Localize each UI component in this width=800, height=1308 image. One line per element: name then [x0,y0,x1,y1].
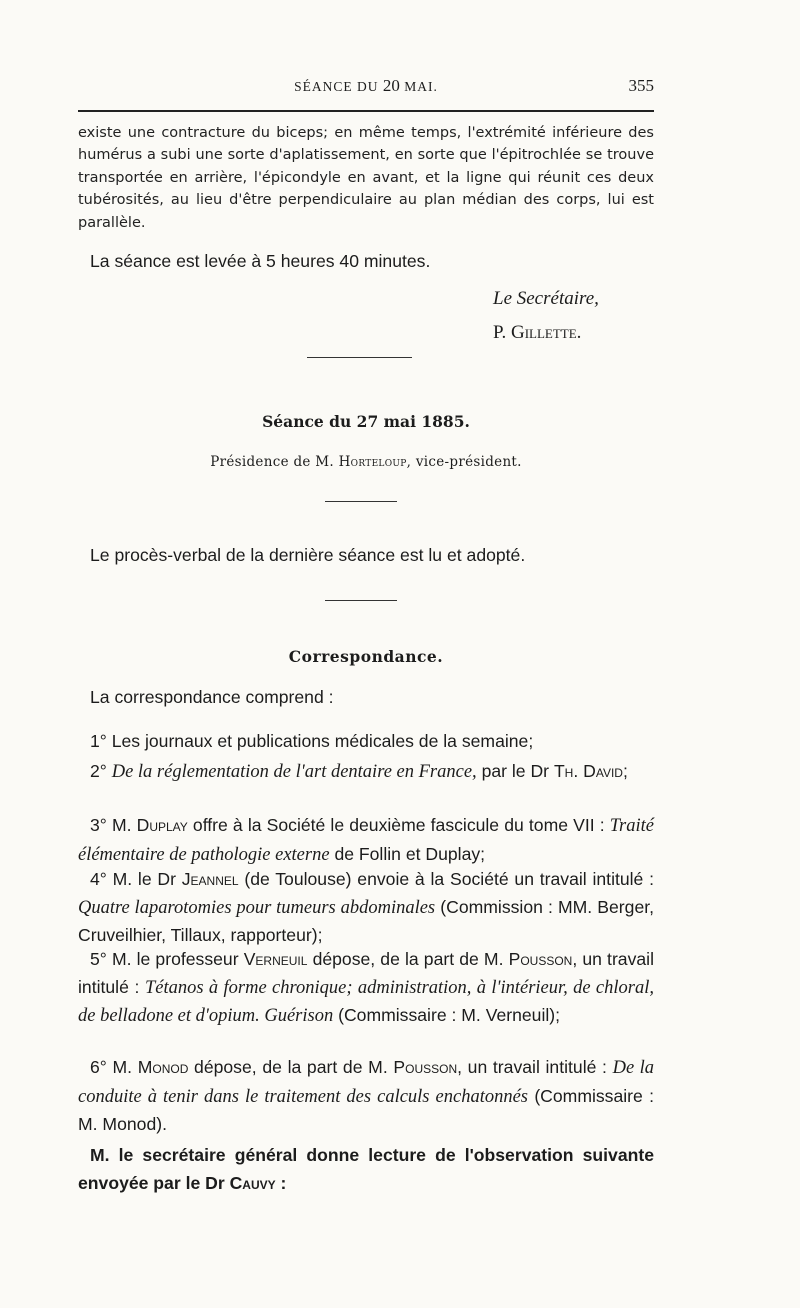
running-title: SÉANCE DU 20 MAI. [294,76,438,95]
running-head [78,76,654,100]
correspondance-title: Correspondance. [288,647,444,666]
seance-title: Séance du 27 mai 1885. [262,412,470,431]
correspondance-item-3: 3° M. Duplay offre à la Société le deuxième fascicule du tome VII : Traité élémentaire de pathologie externe de Follin et Duplay; [78,815,654,865]
section-divider [325,501,397,502]
page-number: 355 [628,76,654,95]
secretary-signature: P. Gillette. [493,322,582,343]
continuation-paragraph: existe une contracture du biceps; en même temps, l'extrémité inférieure des humérus a subi une sorte d'aplatissement, en sorte que l'épitrochlée se trouve transportée en arrière, l'épicondyle en avant, et la ligne qui réunit ces deux tubérosités, au lieu d'être perpendiculaire au plan médian des corps, lui est parallèle. [78,125,654,231]
correspondance-item-1: 1° Les journaux et publications médicales de la semaine; [90,731,534,751]
correspondance-intro: La correspondance comprend : [90,687,334,707]
correspondance-item-6: 6° M. Monod dépose, de la part de M. Pousson, un travail intitulé : De la conduite à tenir dans le traitement des calculs enchatonnés (Commissaire : M. Monod). [78,1057,654,1135]
correspondance-item-5: 5° M. le professeur Verneuil dépose, de la part de M. Pousson, un travail intitulé : Tétanos à forme chronique; administration, à l'intérieur, de chloral, de belladone et d'opium. Guérison (Commissaire : M. Verneuil); [78,949,654,1027]
secretary-role: Le Secrétaire, [493,288,599,309]
correspondance-item-2: 2° De la réglementation de l'art dentaire en France, par le Dr Th. David; [90,761,628,782]
proces-verbal-paragraph: Le procès-verbal de la dernière séance est lu et adopté. [90,545,526,565]
section-divider [325,600,397,601]
section-divider [307,357,412,358]
final-paragraph: M. le secrétaire général donne lecture de l'observation suivante envoyée par le Dr Cauvy : [78,1145,654,1193]
presidence-line: Présidence de M. Horteloup, vice-président. [210,454,522,470]
closing-paragraph: La séance est levée à 5 heures 40 minutes. [90,251,431,271]
header-rule [78,110,654,112]
correspondance-item-4: 4° M. le Dr Jeannel (de Toulouse) envoie à la Société un travail intitulé : Quatre laparotomies pour tumeurs abdominales (Commission : MM. Berger, Cruveilhier, Tillaux, rapporteur); [78,869,655,946]
